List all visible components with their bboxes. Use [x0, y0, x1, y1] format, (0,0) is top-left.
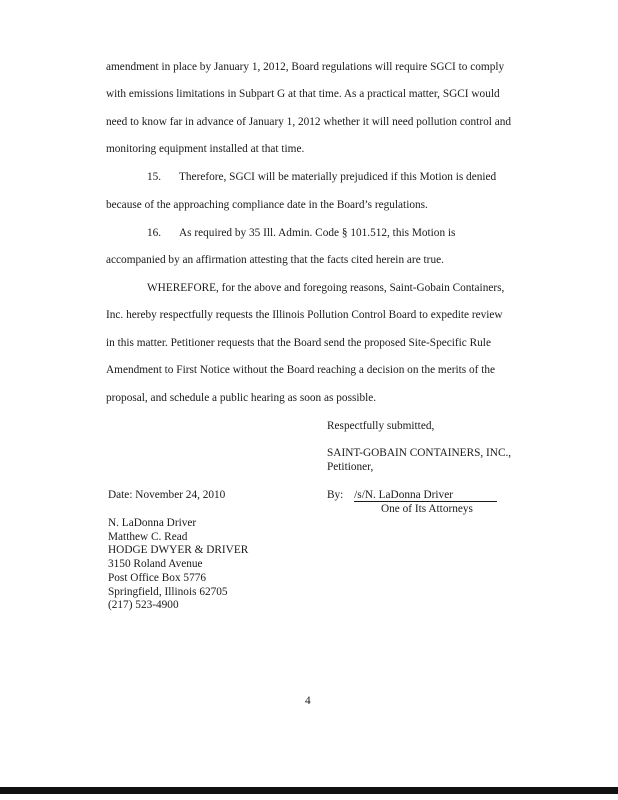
paragraph-16-text: As required by 35 Ill. Admin. Code § 101.512, this Motion is [179, 227, 456, 239]
paragraph-15-number: 15. [147, 171, 162, 183]
company-name: SAINT-GOBAIN CONTAINERS, INC., [327, 447, 512, 459]
paragraph-15-line-2: because of the approaching compliance date in the Board’s regulations. [106, 199, 428, 211]
closing: Respectfully submitted, [327, 420, 435, 432]
signer-signature: /s/N. LaDonna Driver [354, 490, 497, 502]
signer-title: One of Its Attorneys [381, 503, 473, 515]
paragraph-16-number: 16. [147, 227, 162, 239]
paragraph-16-line-2: accompanied by an affirmation attesting that the facts cited herein are true. [106, 254, 444, 266]
paragraph-15-line-1 [147, 172, 496, 183]
counsel-name-1: N. LaDonna Driver [108, 517, 197, 529]
body-line-2: with emissions limitations in Subpart G at that time. As a practical matter, SGCI would [106, 88, 500, 100]
firm-name: HODGE DWYER & DRIVER [108, 544, 249, 556]
street-address: 3150 Roland Avenue [108, 558, 203, 570]
po-box: Post Office Box 5776 [108, 572, 207, 584]
counsel-name-2: Matthew C. Read [108, 531, 188, 543]
petitioner-label: Petitioner, [327, 461, 374, 473]
wherefore-line-1: WHEREFORE, for the above and foregoing reasons, Saint-Gobain Containers, [147, 282, 505, 294]
wherefore-line-3: in this matter. Petitioner requests that the Board send the proposed Site-Specific Rule [106, 337, 491, 349]
city-state-zip: Springfield, Illinois 62705 [108, 586, 228, 598]
wherefore-line-2: Inc. hereby respectfully requests the Illinois Pollution Control Board to expedite review [106, 309, 503, 321]
body-line-1: amendment in place by January 1, 2012, Board regulations will require SGCI to comply [106, 61, 505, 73]
wherefore-line-4: Amendment to First Notice without the Board reaching a decision on the merits of the [106, 364, 496, 376]
signature-line [327, 490, 497, 502]
phone-number: (217) 523-4900 [108, 599, 179, 611]
paragraph-16-line-1 [147, 228, 455, 239]
wherefore-line-5: proposal, and schedule a public hearing as soon as possible. [106, 392, 377, 404]
body-line-4: monitoring equipment installed at that time. [106, 143, 305, 155]
paragraph-15-text: Therefore, SGCI will be materially prejudiced if this Motion is denied [179, 171, 497, 183]
bottom-border [0, 787, 618, 794]
body-line-3: need to know far in advance of January 1, 2012 whether it will need pollution control and [106, 116, 512, 128]
page-number: 4 [305, 695, 311, 707]
date-line: Date: November 24, 2010 [108, 489, 226, 501]
by-label: By: [327, 489, 344, 501]
